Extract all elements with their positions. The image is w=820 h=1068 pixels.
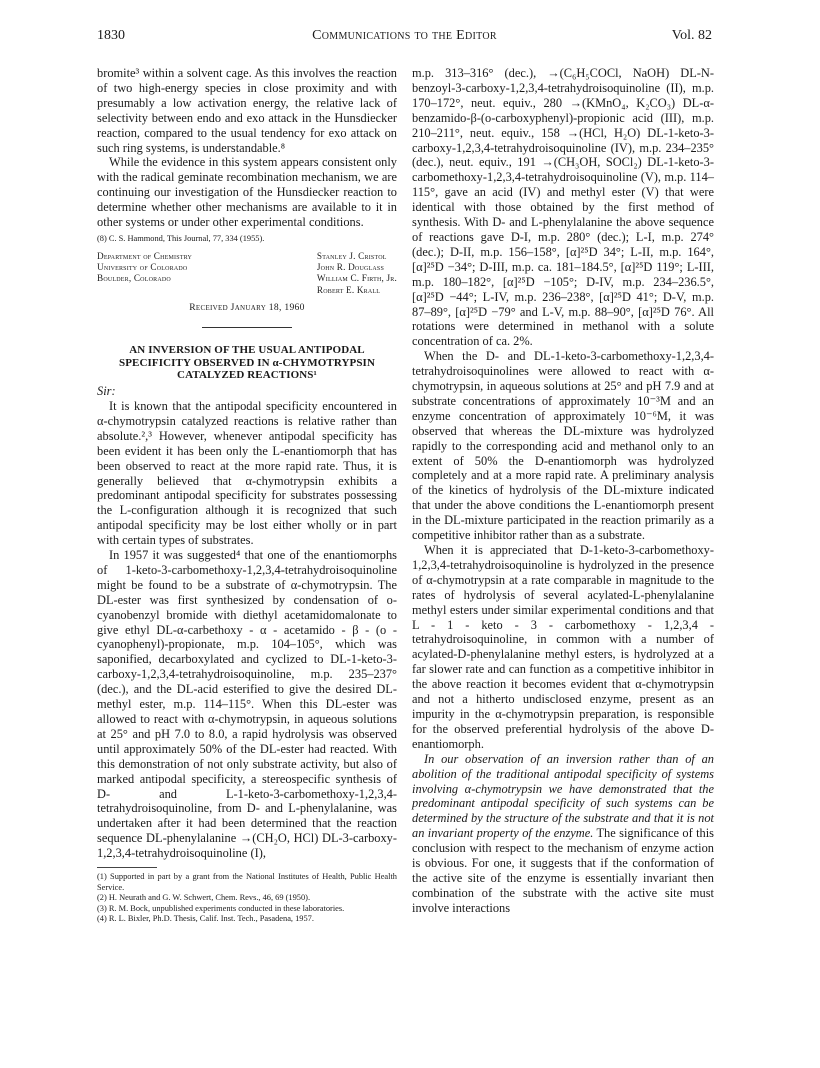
author-name: Stanley J. Cristol [316, 250, 387, 261]
right-column [412, 66, 714, 916]
author-name: John R. Douglass [316, 261, 384, 272]
author-name: Robert E. Krall [316, 284, 381, 295]
article-title: AN INVERSION OF THE USUAL ANTIPODAL SPECIFICITY OBSERVED IN α-CHYMOTRYPSIN CATALYZED REACTIONS¹ [119, 344, 375, 382]
emphasized-text: In our observation of an inversion rather than of an abolition of the traditional antipodal specificity of systems involving α-chymotrypsin we have demonstrated that the predominant antipodal specificity of such systems can be determined by the structure of the substrate and that it is not an invariant property of the enzyme. [412, 751, 714, 841]
divider [202, 327, 292, 328]
paragraph: m.p. 313–316° (dec.), →(C₆H₅COCl, NaOH) DL-N-benzoyl-3-carboxy-1,2,3,4-tetrahydroisoquinoline (II), m.p. 170–172°, neut. equiv., 280 →(KMnO₄, K₂CO₃) DL-α-benzamido-β-(o-carboxyphenyl)-propionic acid (III), m.p. 210–211°, neut. equiv., 158 →(HCl, H₂O) DL-1-keto-3-carboxy-1,2,3,4-tetrahydroisoquinoline (IV), m.p. 234–235° (dec.), neut. equiv., 191 →(CH₃OH, SOCl₂) DL-1-keto-3-carbomethoxy-1,2,3,4-tetrahydroisoquinoline (V), m.p. 114–115°, gave an acid (IV) and methyl ester (V) that were identical with those obtained by the first method of synthesis. With D- and L-phenylalanine the above sequence of reactions gave D-I, m.p. 280° (dec.); L-I, m.p. 274° (dec.); D-II, m.p. 156–158°, [α]²⁵D 34°; L-II, m.p. 164°, [α]²⁵D −34°; D-III, m.p. ca. 181–184.5°, [α]²⁵D 119°; L-III, m.p. 180–182°, [α]²⁵D −105°; D-IV, m.p. 234–236.5°, [α]²⁵D −44°; L-IV, m.p. 236–238°, [α]²⁵D 41°; D-V, m.p. 87–89°, [α]²⁵D −79° and L-V, m.p. 88–90°, [α]²⁵D 76°. All rotations were determined in methanol with a solute concentration of ca. 2%. [412, 66, 714, 349]
page-header [97, 28, 712, 48]
volume-label: Vol. 82 [671, 28, 712, 43]
paragraph: bromite³ within a solvent cage. As this involves the reaction of two high-energy species in close proximity and with presumably a low activation energy, the relative lack of selectivity between endo and exo attack in the Hunsdiecker reaction, compared to the usual tendency for exo attack on such ring systems, is understandable.⁸ [97, 66, 397, 155]
footnote: (2) H. Neurath and G. W. Schwert, Chem. Revs., 46, 69 (1950). [97, 893, 311, 903]
paragraph: In 1957 it was suggested⁴ that one of the enantiomorphs of 1-keto-3-carbomethoxy-1,2,3,4-tetrahydroisoquinoline might be found to be a substrate of α-chymotrypsin. The DL-ester was first synthesized by condensation of o-cyanobenzyl bromide with diethyl acetamidomalonate to give ethyl DL-α-carbethoxy - α - acetamido - β - (o - cyanophenyl)-propionate, m.p. 104–105°, which was saponified, decarboxylated and cyclized to DL-1-keto-3-carboxy-1,2,3,4-tetrahydroisoquinoline, m.p. 235–237° (dec.), and the DL-acid esterified to give the desired DL-methyl ester, m.p. 114–115°. When this DL-ester was allowed to react with α-chymotrypsin, in aqueous solutions at 25° and pH 7.0 to 8.0, a rapid hydrolysis was observed until approximately 50% of the DL-ester had reacted. With this demonstration of not only substrate activity, but also of marked antipodal specificity, a stereospecific synthesis of D- and L-1-keto-3-carbomethoxy-1,2,3,4-tetrahydroisoquinoline, from D- and L-phenylalanine, was undertaken after it had been determined that the reaction sequence DL-phenylalanine →(CH₂O, HCl) DL-3-carboxy-1,2,3,4-tetrahydroisoquinoline (I), [97, 548, 397, 861]
affiliation-line: University of Colorado [97, 261, 188, 272]
received-date: Received January 18, 1960 [189, 302, 305, 314]
running-head: Communications to the Editor [312, 28, 497, 43]
affiliation-line: Department of Chemistry [97, 250, 193, 261]
paragraph: When it is appreciated that D-1-keto-3-carbomethoxy-1,2,3,4-tetrahydroisoquinoline is hydrolyzed in the presence of α-chymotrypsin at a rate comparable in magnitude to the rates of hydrolysis of several acylated-L-phenylalanine methyl esters under similar experimental conditions and that L - 1 - keto - 3 - carbomethoxy - 1,2,3,4 - tetrahydroisoquinoline, in common with a number of acylated-D-phenylalanine methyl esters, is hydrolyzed at a far slower rate and can function as a competitive inhibitor in the above reaction it becomes evident that α-chymotrypsin and not a hitherto undisclosed enzyme, present as an impurity in the α-chymotrypsin preparation, is responsible for the observed preferential hydrolysis of the above D-enantiomorph. [412, 543, 714, 751]
paragraph-text: The significance of this conclusion with respect to the mechanism of enzyme action is obvious. For one, it suggests that if the conformation of the active site of the enzyme is essentially invariant then combination of the substrate with the active site must involve interactions [412, 826, 715, 915]
affiliation [97, 251, 192, 297]
paragraph [412, 752, 714, 916]
footnote: (3) R. M. Bock, unpublished experiments conducted in these laboratories. [97, 903, 345, 913]
left-column [97, 66, 397, 925]
footnote: (8) C. S. Hammond, This Journal, 77, 334 (1955). [97, 233, 265, 243]
author-block [97, 251, 397, 297]
affiliation-line: Boulder, Colorado [97, 273, 171, 284]
footnote-rule [97, 867, 157, 868]
paragraph: When the D- and DL-1-keto-3-carbomethoxy-1,2,3,4-tetrahydroisoquinolines were allowed to react with α-chymotrypsin, in aqueous solutions at 25° and pH 7.9 and at substrate concentrations of approximately 10⁻³M and an enzyme concentration of approximately 10⁻⁶M, it was observed that whereas the DL-mixture was hydrolyzed rapidly to the corresponding acid and methanol only to an extent of 50% the D-enantiomorph was hydrolyzed completely and at a more rapid rate. A preliminary analysis of the kinetics of hydrolysis of the DL-mixture indicated that under the above conditions the L-enantiomorph present in the DL-mixture participated in the reaction primarily as a competitive inhibitor rather than as a substrate. [412, 349, 714, 543]
page-number: 1830 [97, 28, 125, 43]
paragraph: It is known that the antipodal specificity encountered in α-chymotrypsin catalyzed reactions is relative rather than absolute.²,³ However, whenever antipodal specificity has been evident it has been only the L-enantiomorph that has been observed to react at the more rapid rate. Thus, it is generally believed that α-chymotrypsin exhibits a predominant antipodal specificity for substrates possessing the L-configuration although it is recognized that such antipodal specificity may be lost either wholly or in part with certain types of substrates. [97, 398, 397, 548]
author-list [317, 251, 397, 297]
author-name: William C. Firth, Jr. [316, 273, 397, 284]
footnote: (1) Supported in part by a grant from the National Institutes of Health, Public Health Service. [97, 872, 397, 892]
footnote: (4) R. L. Bixler, Ph.D. Thesis, Calif. Inst. Tech., Pasadena, 1957. [97, 914, 314, 924]
salutation: Sir: [97, 383, 116, 398]
paragraph: While the evidence in this system appears consistent only with the radical geminate recombination mechanism, we are continuing our investigation of the Hunsdiecker reaction to determine whether other mechanisms are available to it in other systems or under other experimental conditions. [97, 155, 397, 230]
